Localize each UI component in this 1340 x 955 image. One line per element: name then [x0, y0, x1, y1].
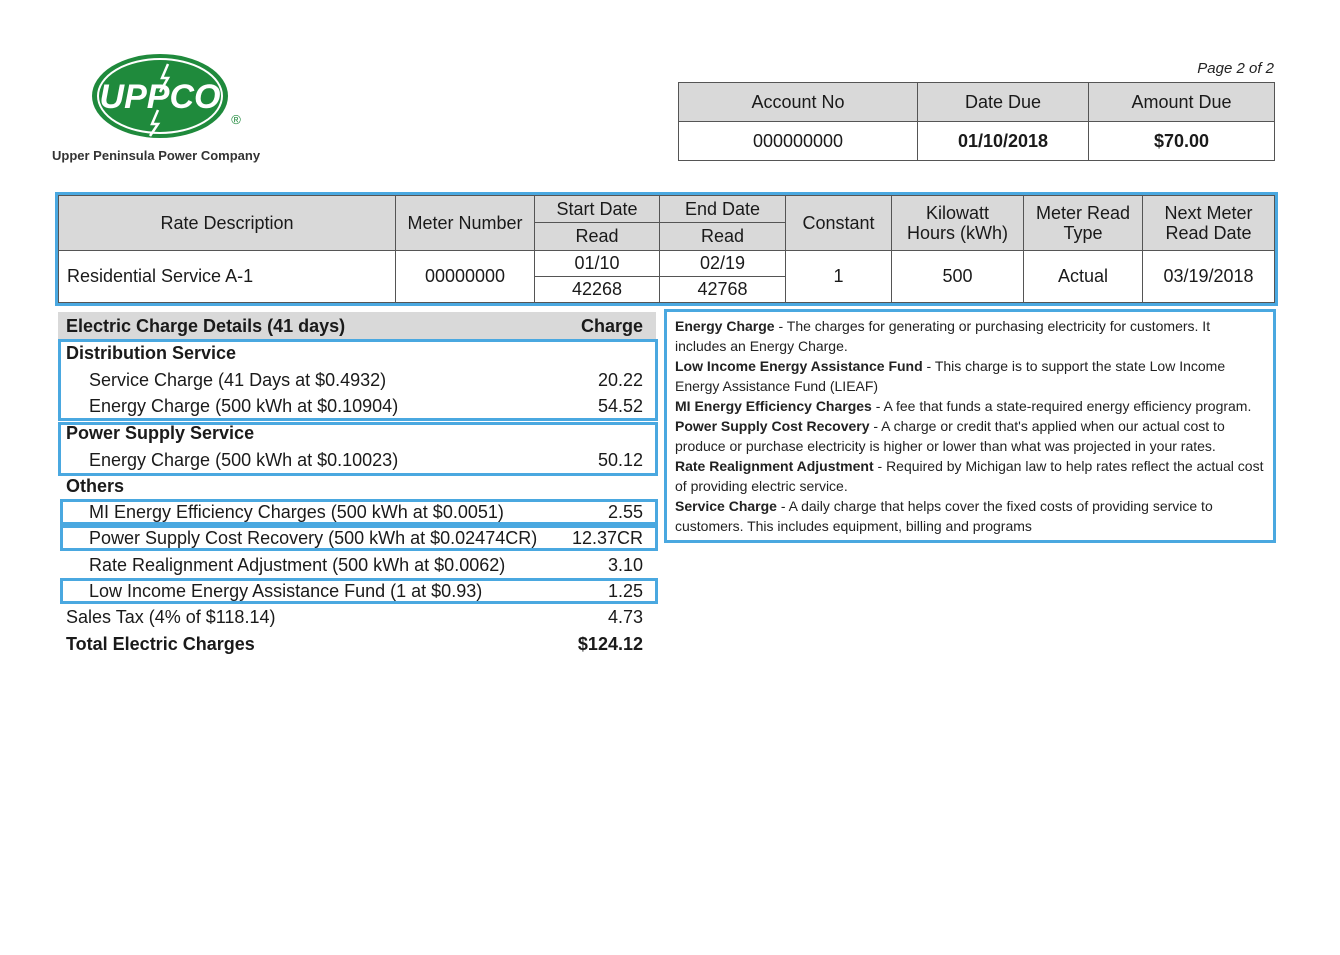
start-date-header: Start Date — [535, 196, 660, 223]
kwh-header — [892, 196, 1024, 251]
total-charges-label: Total Electric Charges — [66, 634, 255, 654]
definition-term: Service Charge — [675, 498, 777, 514]
definition-term: Rate Realignment Adjustment — [675, 458, 874, 474]
account-no-header: Account No — [679, 83, 918, 122]
meter-number-value: 00000000 — [396, 250, 535, 302]
definition-item — [675, 396, 1265, 416]
start-date-value: 01/10 — [535, 250, 660, 276]
next-read-value: 03/19/2018 — [1143, 250, 1275, 302]
charge-column-header: Charge — [580, 316, 643, 336]
uppco-logo — [88, 52, 248, 144]
definition-term: Energy Charge — [675, 318, 775, 334]
rate-description-value: Residential Service A-1 — [59, 250, 396, 302]
logo-text: UPPCO — [99, 78, 221, 116]
amount-due-header: Amount Due — [1089, 83, 1275, 122]
power-supply-cost-recovery-label: Power Supply Cost Recovery (500 kWh at $0.02474CR) — [89, 528, 538, 548]
definition-text: - This charge is to support the state Low Income Energy Assistance Fund (LIEAF) — [675, 358, 1226, 394]
start-read-value: 42268 — [535, 276, 660, 302]
definition-item — [675, 316, 1265, 356]
start-read-header: Read — [535, 223, 660, 250]
next-read-header-line2: Read Date — [1165, 222, 1252, 243]
company-name: Upper Peninsula Power Company — [52, 148, 261, 163]
definition-text: - The charges for generating or purchasing electricity for customers. It includes an Energy Charge. — [675, 318, 1211, 354]
registered-mark: ® — [231, 112, 241, 127]
sales-tax-label: Sales Tax (4% of $118.14) — [66, 607, 276, 627]
power-supply-cost-recovery-amount: 12.37CR — [571, 528, 643, 548]
mi-energy-efficiency-label: MI Energy Efficiency Charges (500 kWh at $0.0051) — [89, 502, 504, 522]
supply-energy-charge-amount: 50.12 — [597, 450, 643, 470]
definition-text: - A fee that funds a state-required energy efficiency program. — [871, 398, 1252, 414]
definitions-panel — [664, 309, 1276, 543]
read-type-header-line2: Type — [1063, 222, 1103, 243]
definition-text: - Required by Michigan law to help rates reflect the actual cost of providing electric service. — [675, 458, 1264, 494]
definition-text: - A charge or credit that's applied when our actual cost to produce or purchase electricity is higher or lower than what was projected in your rates. — [675, 418, 1225, 454]
read-type-value: Actual — [1024, 250, 1143, 302]
next-read-header-line1: Next Meter — [1164, 202, 1253, 223]
rate-description-header: Rate Description — [59, 196, 396, 251]
definition-term: MI Energy Efficiency Charges — [675, 398, 872, 414]
distribution-energy-charge-label: Energy Charge (500 kWh at $0.10904) — [89, 396, 399, 416]
account-no-value: 000000000 — [679, 122, 918, 161]
meter-reading-table — [58, 195, 1275, 303]
meter-reading-section — [55, 192, 1278, 306]
distribution-energy-charge-amount: 54.52 — [597, 396, 643, 416]
supply-energy-charge-label: Energy Charge (500 kWh at $0.10023) — [89, 450, 399, 470]
definition-term: Low Income Energy Assistance Fund — [675, 358, 923, 374]
charge-details-title: Electric Charge Details (41 days) — [66, 316, 346, 336]
others-title: Others — [66, 476, 125, 496]
mi-energy-efficiency-amount: 2.55 — [607, 502, 643, 522]
definition-term: Power Supply Cost Recovery — [675, 418, 870, 434]
constant-value: 1 — [786, 250, 892, 302]
next-read-header — [1143, 196, 1275, 251]
service-charge-amount: 20.22 — [597, 370, 643, 390]
service-charge-label: Service Charge (41 Days at $0.4932) — [89, 370, 387, 390]
low-income-fund-amount: 1.25 — [607, 581, 643, 601]
amount-due-value: $70.00 — [1089, 122, 1275, 161]
constant-header: Constant — [786, 196, 892, 251]
end-date-value: 02/19 — [660, 250, 786, 276]
meter-number-header: Meter Number — [396, 196, 535, 251]
total-charges-amount: $124.12 — [577, 634, 643, 654]
read-type-header — [1024, 196, 1143, 251]
definition-item — [675, 456, 1265, 496]
date-due-header: Date Due — [918, 83, 1089, 122]
definition-item — [675, 416, 1265, 456]
low-income-fund-label: Low Income Energy Assistance Fund (1 at $0.93) — [89, 581, 483, 601]
date-due-value: 01/10/2018 — [918, 122, 1089, 161]
power-supply-service-title: Power Supply Service — [66, 423, 255, 443]
sales-tax-amount: 4.73 — [607, 607, 643, 627]
kwh-header-line1: Kilowatt — [925, 202, 990, 223]
page-indicator: Page 2 of 2 — [1197, 60, 1274, 77]
rate-realignment-amount: 3.10 — [607, 555, 643, 575]
distribution-service-title: Distribution Service — [66, 343, 237, 363]
account-summary-table — [678, 82, 1275, 161]
rate-realignment-label: Rate Realignment Adjustment (500 kWh at $0.0062) — [89, 555, 506, 575]
end-read-header: Read — [660, 223, 786, 250]
definition-item — [675, 496, 1265, 536]
definition-text: - A daily charge that helps cover the fixed costs of providing service to customers. This includes equipment, billing and programs — [675, 498, 1213, 534]
end-read-value: 42768 — [660, 276, 786, 302]
kwh-header-line2: Hours (kWh) — [906, 222, 1008, 243]
definition-item — [675, 356, 1265, 396]
kwh-value: 500 — [892, 250, 1024, 302]
read-type-header-line1: Meter Read — [1035, 202, 1131, 223]
end-date-header: End Date — [660, 196, 786, 223]
